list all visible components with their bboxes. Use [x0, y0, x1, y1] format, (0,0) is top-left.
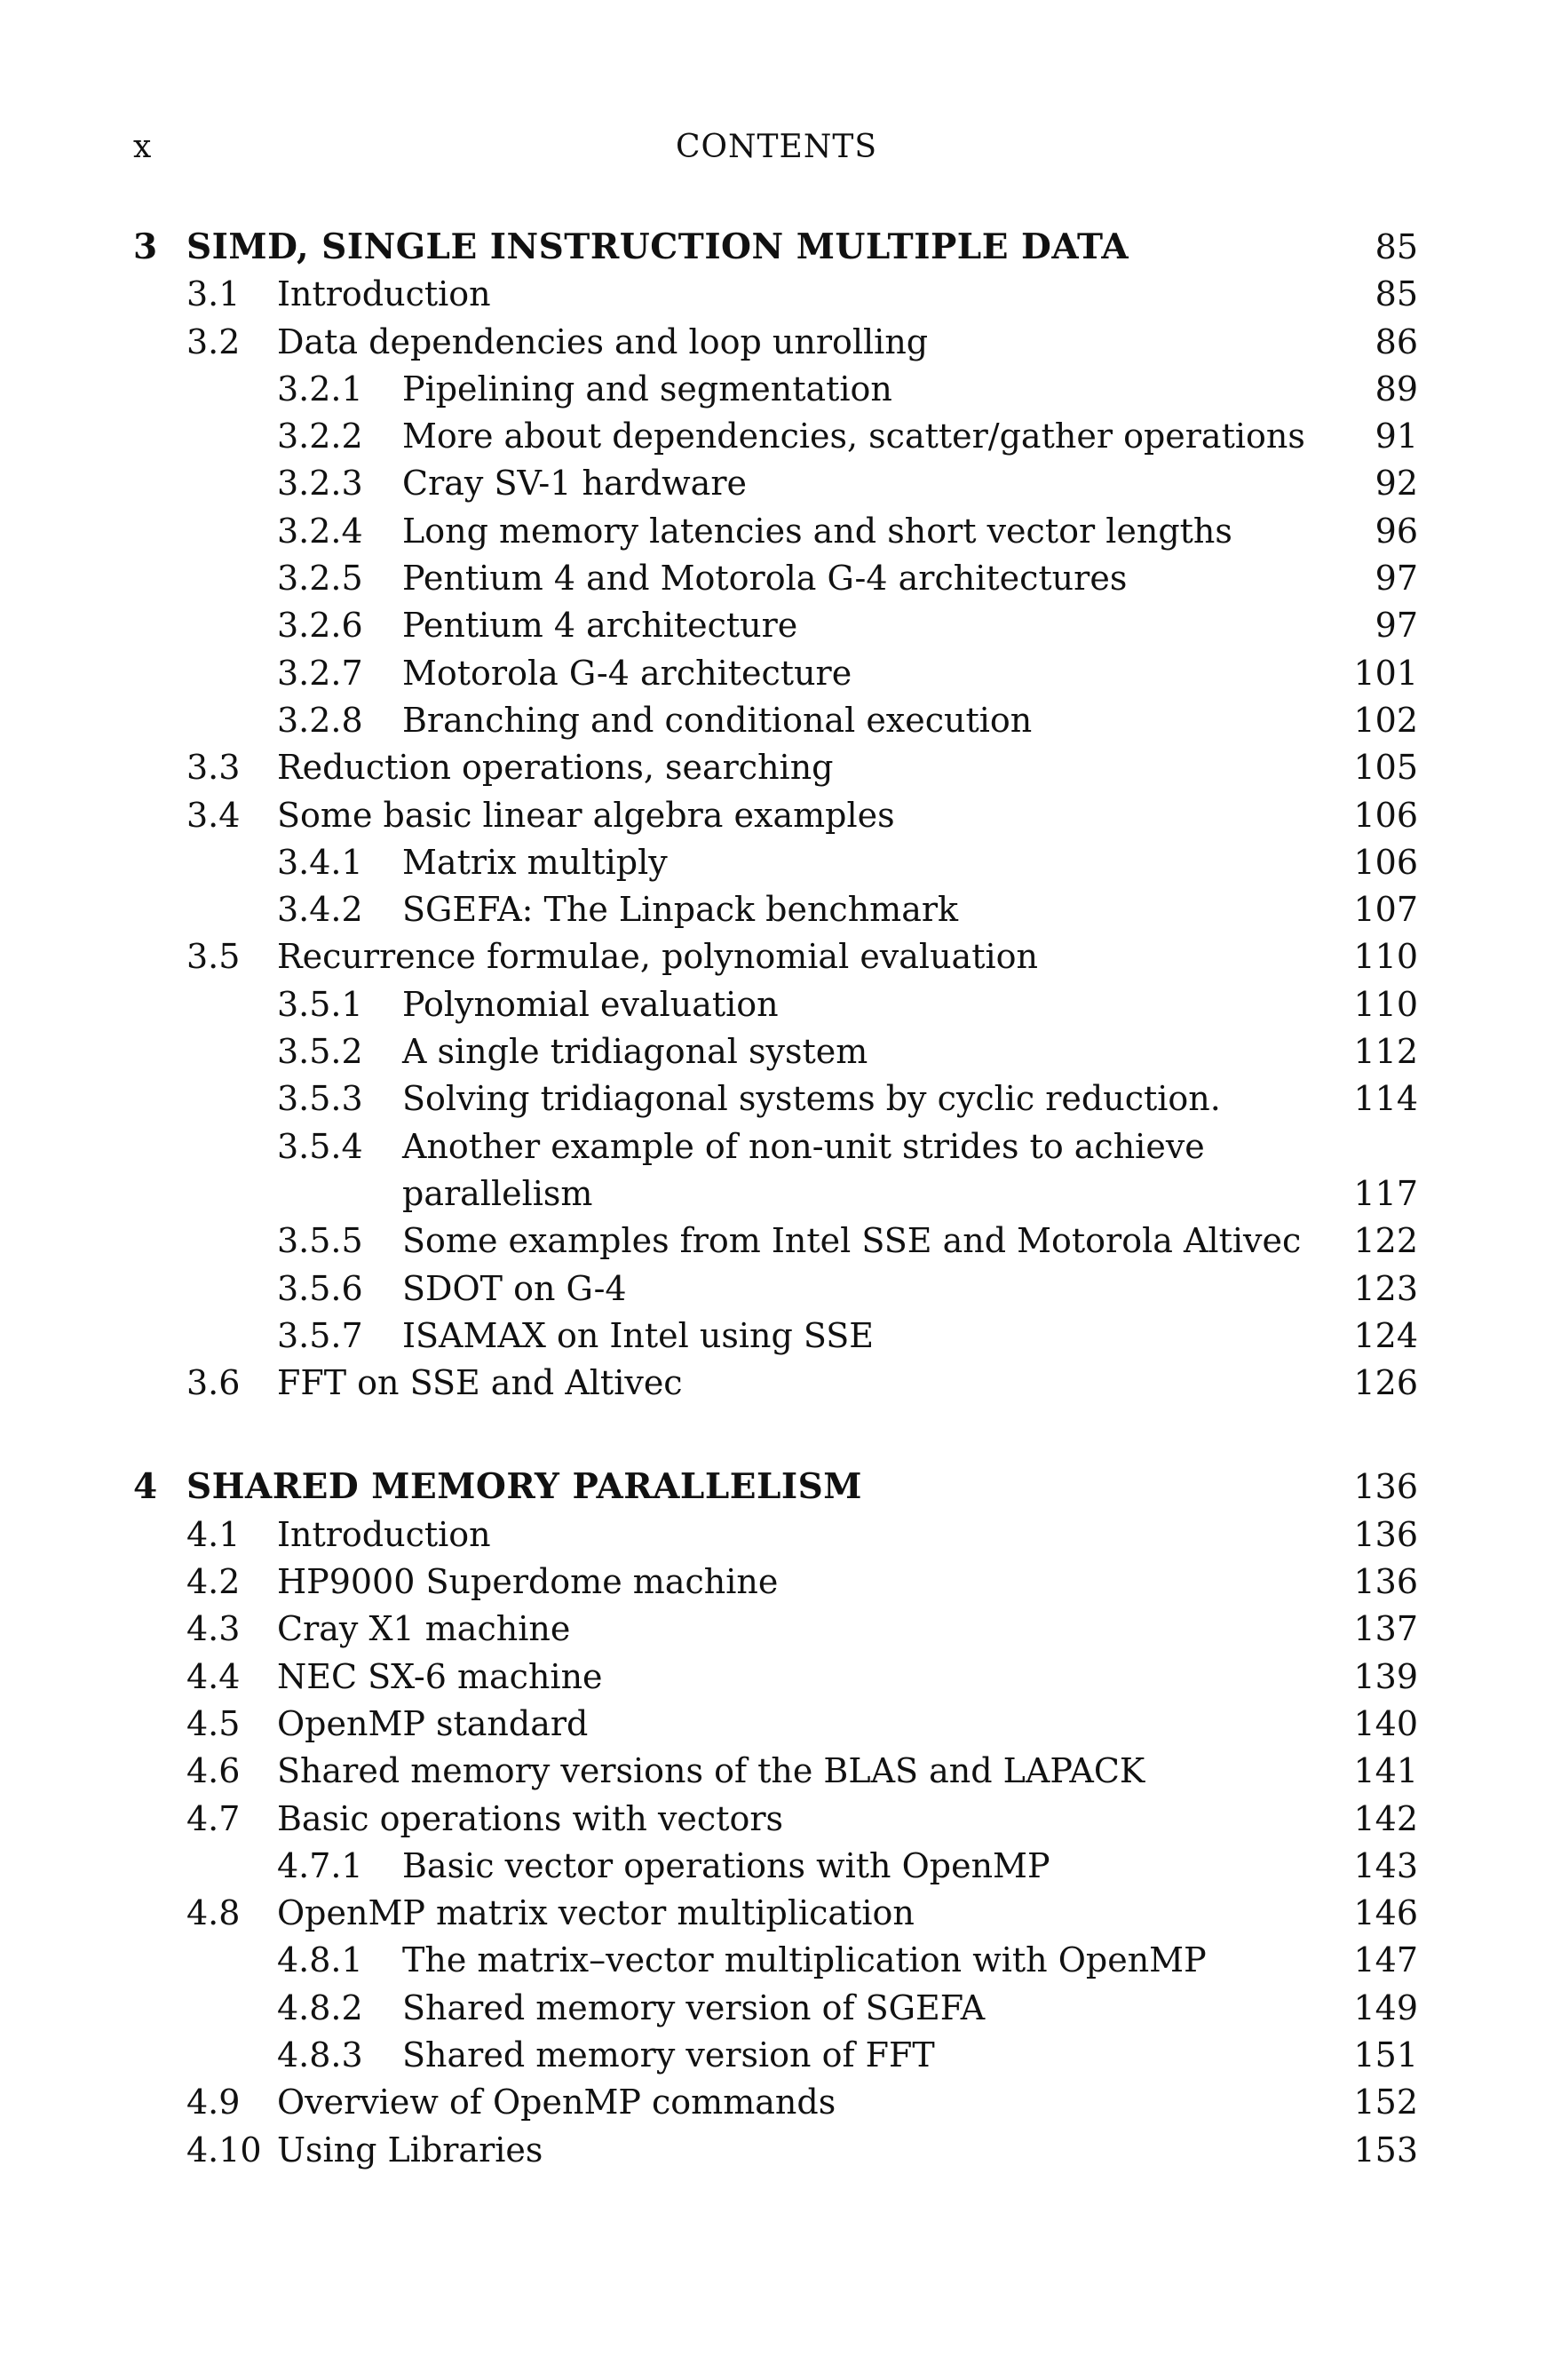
entry-number: 4.4: [186, 1656, 241, 1696]
entry-title: ISAMAX on Intel using SSE: [402, 1315, 875, 1355]
entry-page: 96: [1375, 511, 1418, 551]
entry-number: 3.2.4: [277, 511, 363, 551]
entry-number: 3.1: [186, 274, 241, 314]
toc-subsection-entry[interactable]: [0, 1218, 1553, 1265]
chapter-3: [0, 224, 1553, 1407]
entry-page: 97: [1375, 559, 1418, 599]
entry-number: 3.5.7: [277, 1315, 363, 1355]
entry-page: 136: [1353, 1514, 1418, 1554]
entry-number: 4.8: [186, 1893, 241, 1933]
entry-number: 3.5.2: [277, 1032, 363, 1072]
entry-title: Introduction: [277, 274, 491, 314]
entry-title: Pentium 4 architecture: [402, 606, 798, 646]
entry-title: Shared memory version of FFT: [402, 2035, 935, 2075]
entry-page: 85: [1375, 274, 1418, 314]
entry-title: SGEFA: The Linpack benchmark: [402, 890, 959, 930]
toc-section-entry[interactable]: [0, 1748, 1553, 1795]
entry-page: 140: [1353, 1703, 1418, 1743]
chapter-number: 3: [133, 226, 158, 267]
entry-page: 152: [1353, 2082, 1418, 2122]
toc-section-entry[interactable]: [0, 271, 1553, 318]
toc-section-entry[interactable]: [0, 2127, 1553, 2174]
toc-subsection-entry[interactable]: [0, 1028, 1553, 1075]
entry-number: 3.2.3: [277, 464, 363, 504]
entry-page: 123: [1353, 1268, 1418, 1308]
entry-number: 4.9: [186, 2082, 241, 2122]
entry-title: Another example of non-unit strides to achieve: [402, 1126, 1205, 1166]
entry-title: Shared memory version of SGEFA: [402, 1987, 986, 2027]
entry-title: Branching and conditional execution: [402, 700, 1033, 740]
chapter-page: 85: [1375, 227, 1418, 266]
entry-page: 89: [1375, 369, 1418, 409]
entry-title: Polynomial evaluation: [402, 984, 779, 1024]
entry-title: Long memory latencies and short vector lengths: [402, 511, 1232, 551]
entry-title: Reduction operations, searching: [277, 748, 834, 788]
entry-title: Overview of OpenMP commands: [277, 2082, 836, 2122]
entry-page: 126: [1353, 1363, 1418, 1403]
entry-page: 141: [1353, 1751, 1418, 1791]
entry-page: 106: [1353, 842, 1418, 882]
entry-title: FFT on SSE and Altivec: [277, 1363, 683, 1403]
entry-page: 137: [1353, 1609, 1418, 1649]
entry-title: NEC SX-6 machine: [277, 1656, 603, 1696]
entry-page: 143: [1353, 1845, 1418, 1885]
entry-page: 106: [1353, 795, 1418, 835]
entry-number: 3.2.2: [277, 416, 363, 456]
entry-title: Pipelining and segmentation: [402, 369, 892, 409]
entry-page: 146: [1353, 1893, 1418, 1933]
toc-subsection-entry[interactable]: [0, 602, 1553, 649]
toc-entry-continuation[interactable]: [0, 1170, 1553, 1218]
entry-number: 3.2.6: [277, 606, 363, 646]
toc-section-entry[interactable]: [0, 744, 1553, 791]
toc-section-entry[interactable]: [0, 1360, 1553, 1407]
entry-number: 3.2.7: [277, 653, 363, 693]
toc-subsection-entry[interactable]: [0, 981, 1553, 1028]
toc-subsection-entry[interactable]: [0, 650, 1553, 697]
entry-number: 3.4.1: [277, 842, 363, 882]
entry-number: 3.2.1: [277, 369, 363, 409]
toc-subsection-entry[interactable]: [0, 1123, 1553, 1170]
toc-section-entry[interactable]: [0, 1559, 1553, 1606]
entry-title: SDOT on G-4: [402, 1268, 627, 1308]
entry-page: 117: [1353, 1173, 1418, 1213]
entry-page: 105: [1353, 748, 1418, 788]
entry-page: 86: [1375, 321, 1418, 361]
toc-subsection-entry[interactable]: [0, 1075, 1553, 1123]
toc-section-entry[interactable]: [0, 1606, 1553, 1653]
entry-title: parallelism: [402, 1173, 593, 1213]
entry-title: Basic vector operations with OpenMP: [402, 1845, 1050, 1885]
entry-number: 4.5: [186, 1703, 241, 1743]
entry-page: 153: [1353, 2130, 1418, 2170]
entry-title: Using Libraries: [277, 2130, 543, 2170]
entry-page: 107: [1353, 890, 1418, 930]
entry-title: OpenMP matrix vector multiplication: [277, 1893, 915, 1933]
entry-title: Some basic linear algebra examples: [277, 795, 895, 835]
entry-title: Some examples from Intel SSE and Motorola Altivec: [402, 1221, 1302, 1261]
entry-number: 3.4.2: [277, 890, 363, 930]
chapter-gap: [0, 1407, 1553, 1464]
entry-title: Matrix multiply: [402, 842, 668, 882]
entry-page: 122: [1353, 1221, 1418, 1261]
toc-subsection-entry[interactable]: [0, 555, 1553, 602]
toc-subsection-entry[interactable]: [0, 697, 1553, 744]
entry-number: 3.2.8: [277, 700, 363, 740]
entry-page: 114: [1353, 1079, 1418, 1119]
toc-section-entry[interactable]: [0, 2079, 1553, 2126]
chapter-heading[interactable]: [0, 224, 1553, 271]
entry-title: Solving tridiagonal systems by cyclic reduction.: [402, 1079, 1221, 1119]
entry-title: Cray X1 machine: [277, 1609, 571, 1649]
toc-section-entry[interactable]: [0, 1701, 1553, 1748]
entry-number: 3.4: [186, 795, 241, 835]
entry-page: 101: [1353, 653, 1418, 693]
toc-subsection-entry[interactable]: [0, 1843, 1553, 1890]
entry-number: 4.2: [186, 1562, 241, 1602]
entry-title: More about dependencies, scatter/gather operations: [402, 416, 1305, 456]
chapter-heading[interactable]: [0, 1464, 1553, 1511]
entry-title: The matrix–vector multiplication with OpenMP: [402, 1940, 1207, 1980]
toc-subsection-entry[interactable]: [0, 1313, 1553, 1360]
entry-number: 4.1: [186, 1514, 241, 1554]
page-header: [0, 129, 1553, 173]
entry-number: 3.5.5: [277, 1221, 363, 1261]
entry-number: 4.10: [186, 2130, 262, 2170]
toc-section-entry[interactable]: [0, 792, 1553, 839]
toc-section-entry[interactable]: [0, 1890, 1553, 1937]
entry-number: 3.5.3: [277, 1079, 363, 1119]
entry-title: OpenMP standard: [277, 1703, 589, 1743]
entry-page: 139: [1353, 1656, 1418, 1696]
toc-subsection-entry[interactable]: [0, 2032, 1553, 2079]
entry-number: 3.5.1: [277, 984, 363, 1024]
entry-number: 4.7.1: [277, 1845, 363, 1885]
entry-title: Shared memory versions of the BLAS and LAPACK: [277, 1751, 1145, 1791]
running-title: CONTENTS: [675, 129, 878, 165]
entry-number: 3.5.4: [277, 1126, 363, 1166]
entry-page: 97: [1375, 606, 1418, 646]
entry-page: 110: [1353, 984, 1418, 1024]
entry-page: 112: [1353, 1032, 1418, 1072]
toc-section-entry[interactable]: [0, 319, 1553, 366]
toc-subsection-entry[interactable]: [0, 366, 1553, 413]
toc-subsection-entry[interactable]: [0, 1937, 1553, 1984]
chapter-4: [0, 1464, 1553, 2173]
page-number: x: [133, 129, 152, 165]
entry-number: 4.3: [186, 1609, 241, 1649]
entry-number: 3.2: [186, 321, 241, 361]
toc-subsection-entry[interactable]: [0, 1265, 1553, 1313]
entry-page: 147: [1353, 1940, 1418, 1980]
chapter-number: 4: [133, 1466, 158, 1508]
entry-title: Cray SV-1 hardware: [402, 464, 747, 504]
entry-title: Recurrence formulae, polynomial evaluation: [277, 937, 1038, 977]
entry-page: 110: [1353, 937, 1418, 977]
entry-number: 4.8.1: [277, 1940, 363, 1980]
entry-page: 142: [1353, 1798, 1418, 1838]
entry-page: 136: [1353, 1562, 1418, 1602]
toc-subsection-entry[interactable]: [0, 460, 1553, 507]
entry-title: HP9000 Superdome machine: [277, 1562, 779, 1602]
toc-subsection-entry[interactable]: [0, 839, 1553, 886]
entry-number: 4.6: [186, 1751, 241, 1791]
entry-title: Pentium 4 and Motorola G-4 architectures: [402, 559, 1128, 599]
entry-page: 102: [1353, 700, 1418, 740]
toc-subsection-entry[interactable]: [0, 1985, 1553, 2032]
entry-number: 4.7: [186, 1798, 241, 1838]
toc-subsection-entry[interactable]: [0, 508, 1553, 555]
entry-title: Data dependencies and loop unrolling: [277, 321, 929, 361]
table-of-contents: [0, 224, 1553, 2174]
entry-number: 4.8.2: [277, 1987, 363, 2027]
entry-page: 124: [1353, 1315, 1418, 1355]
entry-page: 149: [1353, 1987, 1418, 2027]
entry-title: Introduction: [277, 1514, 491, 1554]
entry-page: 151: [1353, 2035, 1418, 2075]
toc-section-entry[interactable]: [0, 1654, 1553, 1701]
entry-number: 3.5.6: [277, 1268, 363, 1308]
entry-page: 91: [1375, 416, 1418, 456]
entry-number: 3.6: [186, 1363, 241, 1403]
chapter-title: SHARED MEMORY PARALLELISM: [186, 1466, 862, 1508]
toc-section-entry[interactable]: [0, 933, 1553, 980]
toc-section-entry[interactable]: [0, 1511, 1553, 1559]
entry-title: Basic operations with vectors: [277, 1798, 784, 1838]
toc-section-entry[interactable]: [0, 1796, 1553, 1843]
entry-title: Motorola G-4 architecture: [402, 653, 852, 693]
chapter-page: 136: [1353, 1467, 1418, 1507]
entry-title: A single tridiagonal system: [402, 1032, 868, 1072]
chapter-title: SIMD, SINGLE INSTRUCTION MULTIPLE DATA: [186, 226, 1129, 267]
entry-page: 92: [1375, 464, 1418, 504]
entry-number: 3.3: [186, 748, 241, 788]
toc-subsection-entry[interactable]: [0, 886, 1553, 933]
toc-subsection-entry[interactable]: [0, 413, 1553, 460]
entry-number: 3.5: [186, 937, 241, 977]
entry-number: 3.2.5: [277, 559, 363, 599]
entry-number: 4.8.3: [277, 2035, 363, 2075]
